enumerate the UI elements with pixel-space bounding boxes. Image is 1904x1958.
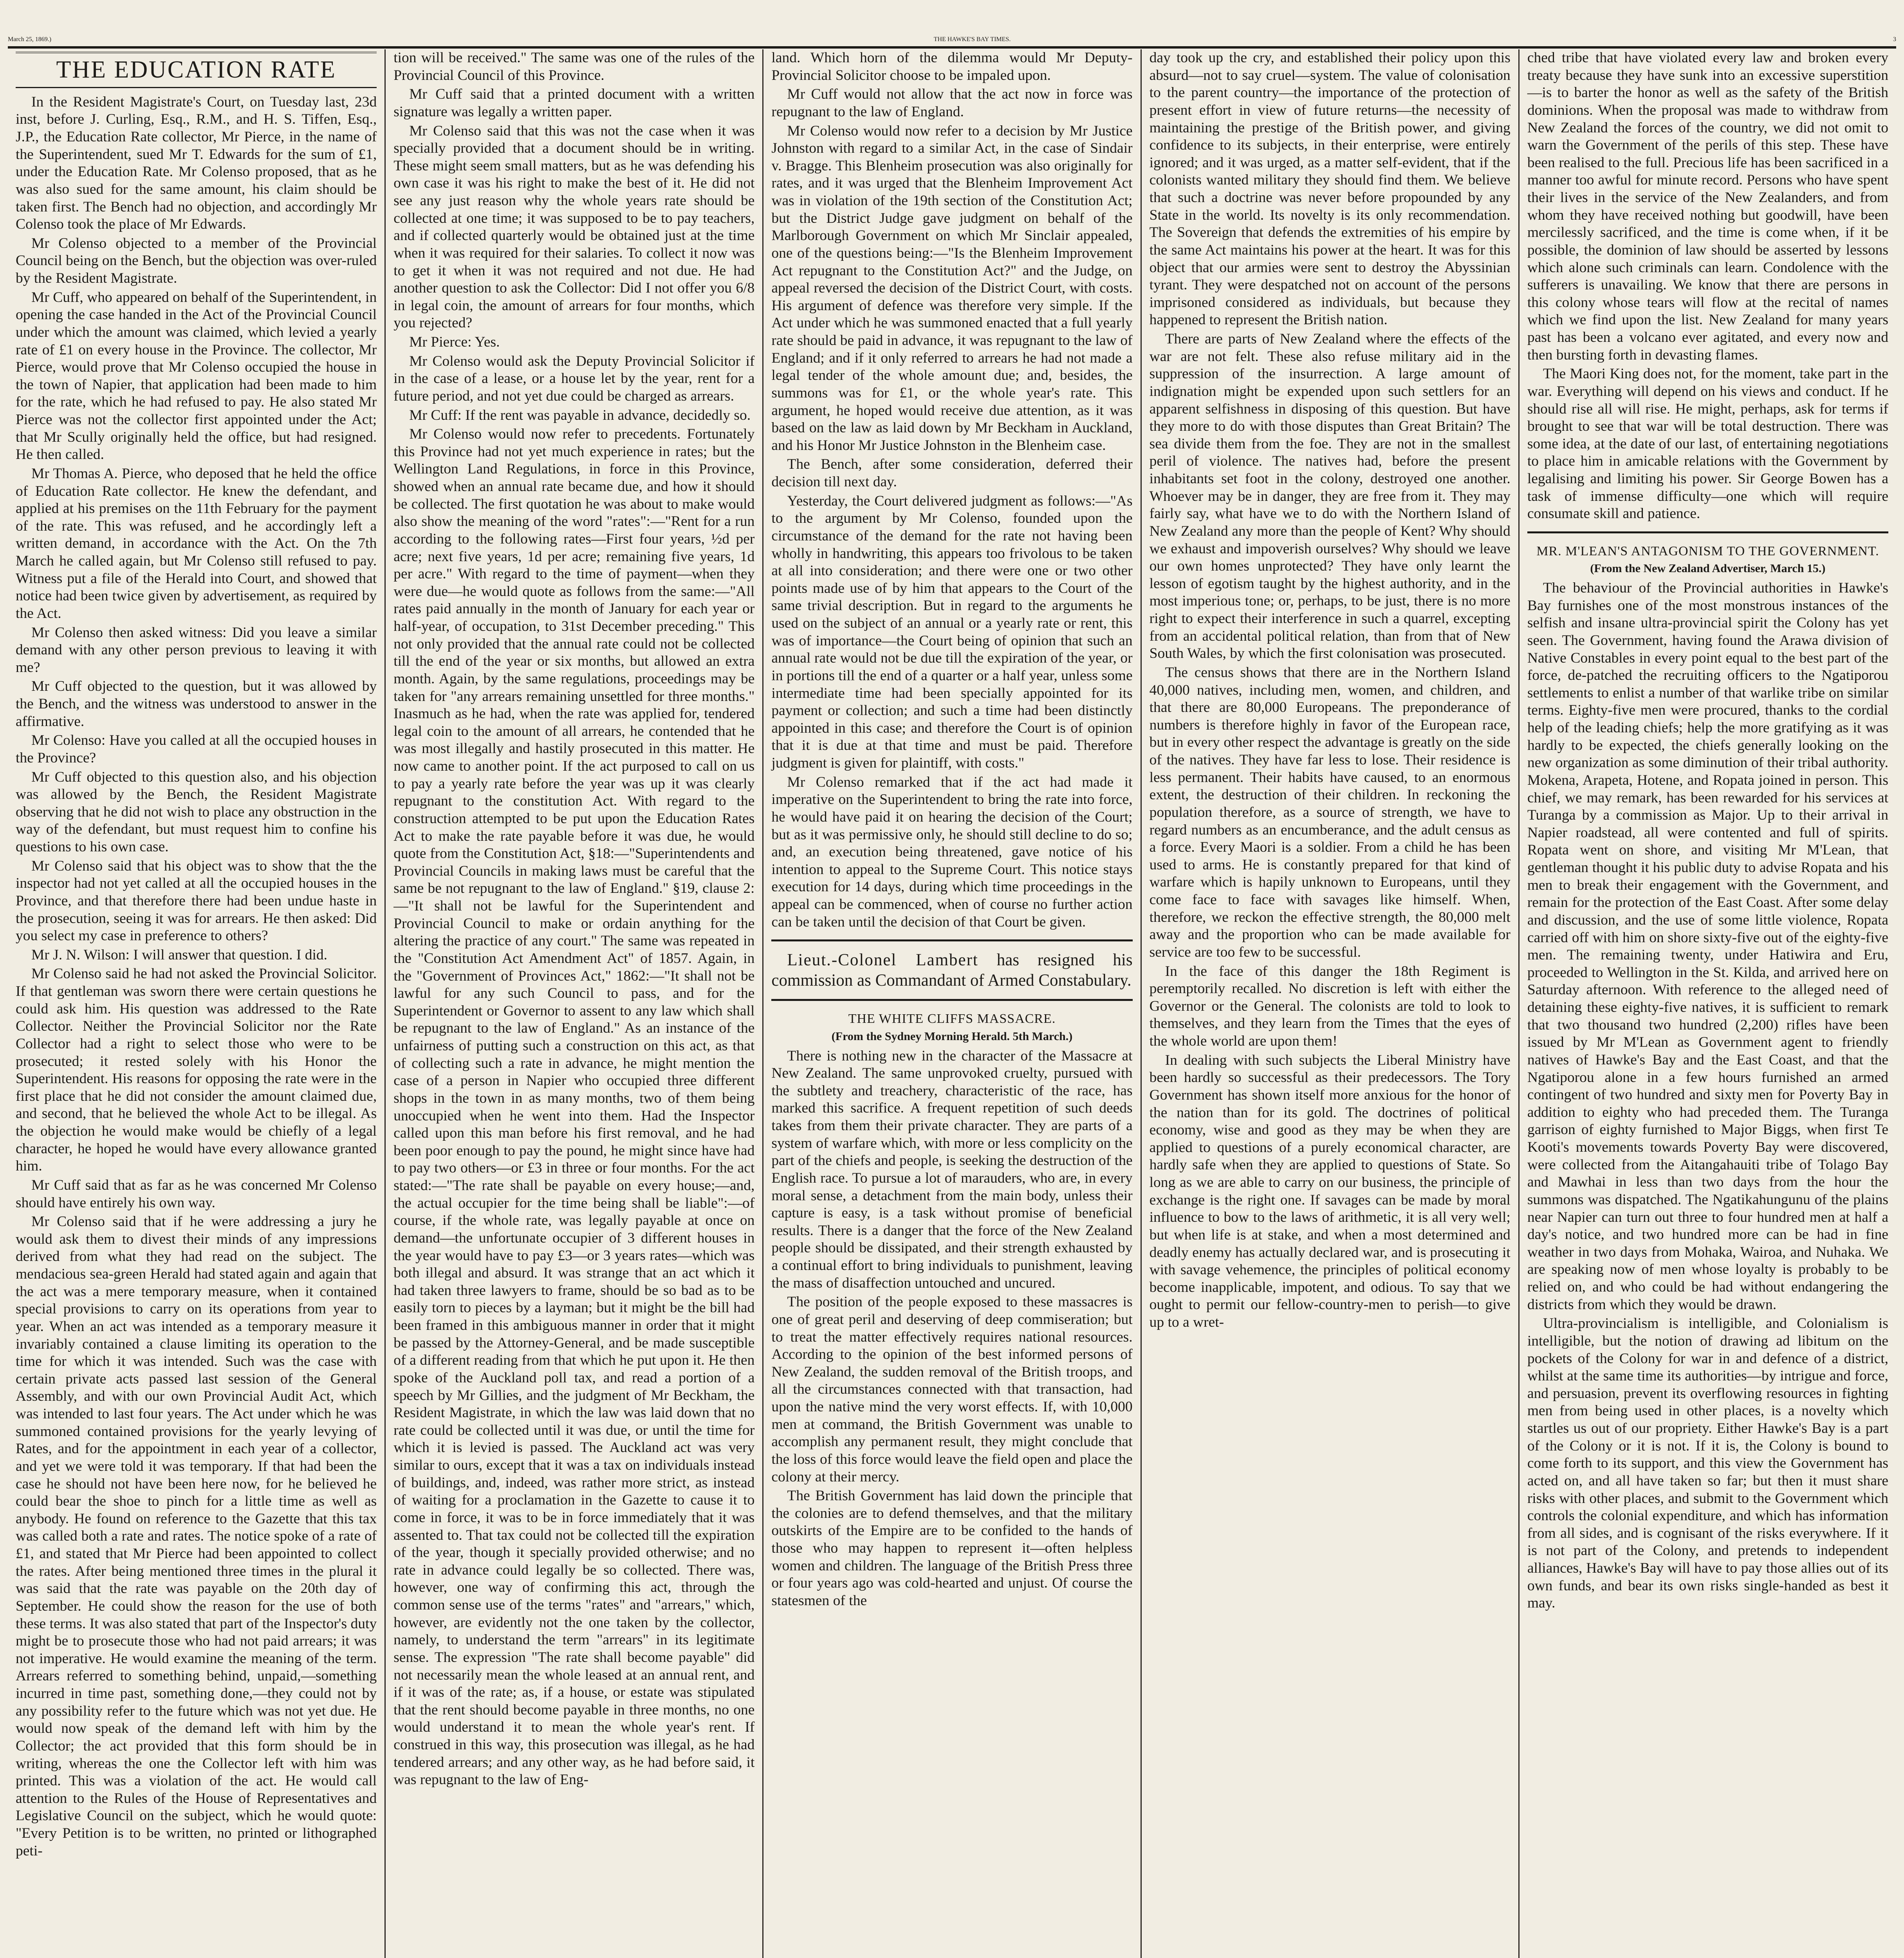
newspaper-title: THE HAWKE'S BAY TIMES. [933,36,1011,43]
paragraph: Mr Colenso: Have you called at all the occupied houses in the Province? [16,732,377,766]
paragraph: Mr Cuff, who appeared on behalf of the Superintendent, in opening the case handed in the Act of the Provincial Council under which the amount was claimed, which levied a yearly rate of £1 on every house in the Province. The collector, Mr Pierce, would prove that Mr Colenso occupied the house in the town of Napier, that application had been made to him for the rate, which he had refused to pay. He also stated Mr Pierce was not the collector first appointed under the Act; that Mr Scully originally held the office, but had resigned. He then called. [16,289,377,463]
paragraph: Mr Colenso said he had not asked the Provincial Solicitor. If that gentleman was sworn there were certain questions he could ask him. His question was addressed to the Rate Collector. Neither the Provincial Solicitor nor the Rate Collector had a right to select those who were to be prosecuted; it rested solely with his Honor the Superintendent. His reasons for opposing the rate were in the first place that he did not consider the amount claimed due, and second, that he believed the whole Act to be illegal. As the objection he would make would be chiefly of a legal character, he hoped he would have every allowance granted him. [16,966,377,1174]
white-cliffs-source: (From the Sydney Morning Herald. 5th March.) [831,1030,1073,1043]
paragraph: Mr Cuff said that as far as he was concerned Mr Colenso should have entirely his own way. [16,1177,377,1211]
paragraph: The position of the people exposed to these massacres is one of great peril and deserving of deep commiseration; but to treat the matter effectively requires national resources. According to the opinion of the best informed persons of New Zealand, the sudden removal of the British troops, and all the circumstances connected with that transaction, had upon the native mind the very worst effects. If, with 10,000 men at command, the British Government was unable to accomplish any permanent result, they might conclude that the loss of this force would leave the field open and place the colony at their mercy. [771,1294,1133,1485]
paragraph: The British Government has laid down the principle that the colonies are to defend themselves, and that the military outskirts of the Empire are to be confided to the hands of those who may happen to represent it—often helpless women and children. The language of the British Press three or four years ago was cold-hearted and unjust. Of course the statesmen of the [771,1488,1133,1609]
paragraph: Ultra-provincialism is intelligible, and Colonialism is intelligible, but the notion of drawing ad libitum on the pockets of the Colony for war in and defence of a district, whilst at the same time its authorities—by intrigue and force, and persuasion, prevent its overflowing resources in fighting men from being used in other places, is a novelty which startles us out of our propriety. Either Hawke's Bay is a part of the Colony or it is not. If it is, the Colony is bound to come forth to its support, and this view the Government has acted on, and all have taken so far; but then it must share risks with other places, and submit to the Government which controls the colonial expenditure, and which has information from all sides, and is cognisant of the risks everywhere. If it is not part of the Colony, and pretends to independent alliances, Hawke's Bay will have to pay those allies out of its own funds, and bear its own risks single-handed as best it may. [1527,1315,1889,1611]
section-divider [771,939,1132,941]
paragraph: In dealing with such subjects the Liberal Ministry have been hardly so successful as their predecessors. The Tory Government has shown itself more anxious for the honor of the nation than for its gold. The doctrines of political economy, wise and good as they may be when they are applied to questions of a purely economical character, are hardly safe when they are applied to questions of State. So long as we are able to carry on our business, the principle of exchange is the right one. If savages can be made by moral influence to bow to the laws of arithmetic, it is all very well; but when life is at stake, and when a most determined and deadly enemy has actually declared war, and is prosecuting it with savage vehemence, the principles of political economy become inapplicable, impotent, and odious. To say that we ought to permit our fellow-country-men to perish—to give up to a wret- [1149,1052,1511,1330]
section-divider [1527,531,1888,533]
paragraph: Mr Colenso would now refer to precedents. Fortunately this Province had not yet much experience in rates; but the Wellington Land Regulations, in force in this Province, showed when an annual rate became due, and how it should be collected. The first quotation he was about to make would also show the meaning of the word "rates":—"Rent for a run according to the following rates—First four years, ½d per acre; next five years, 1d per acre; remaining five years, 1d per acre." With regard to the time of payment—when they were due—he would quote as follows from the same:—"All rates paid annually in the month of January for each year or half-year, of occupation, to 31st December preceding." This not only provided that the annual rate could not be collected till the end of the year or six months, but allowed an extra month. Again, by the same regulations, proceedings may be taken for "any arrears remaining unsettled for three months." Inasmuch as he had, when the rate was applied for, tendered legal coin to the amount of all arrears, he contended that he was most illegally and hastily prosecuted in this matter. He now came to another point. If the act purposed to call on us to pay a yearly rate before the year was up it was clearly repugnant to the constitution Act. With regard to the construction attempted to be put upon the Education Rates Act to make the rate payable before it was due, he would quote from the Constitution Act, §18:—"Superintendents and Provincial Councils in making laws must be careful that the same be not repugnant to the law of England." §19, clause 2:—"It shall not be lawful for the Superintendent and Provincial Council to make or ordain anything for the altering the practice of any court." The same was repeated in the "Constitution Act Amendment Act" of 1857. Again, in the "Government of Provinces Act," 1862:—"It shall not be lawful for any such Council to pass, and for the Superintendent or Governor to assent to any law which shall be repugnant to the law of England." As an instance of the unfairness of putting such a construction on this act, as that of collecting such a rate in advance, he might mention the case of a person in Napier who occupied three different shops in the town in as many months, two of them being unoccupied when he went into them. Had the Inspector called upon this man before his first removal, and he had been poor enough to pay the pound, he might since have had to pay two others—or £3 in three or four months. For the act stated:—"The rate shall be payable on every house;—and, the actual occupier for the time being shall be liable":—of course, if the whole rate, was legally payable at once on demand—the unfortunate occupier of 3 different houses in the year would have to pay £3—or 3 years rates—which was both illegal and absurd. It was strange that an act which it had taken three lawyers to frame, should be so bad as to be easily torn to pieces by a layman; but it might be the bill had been framed in this ambiguous manner in order that it might be passed by the Attorney-General, and be made susceptible of a different reading from that which he put upon it. He then spoke of the Auckland poll tax, and read a portion of a speech by Mr Gillies, and the judgment of Mr Beckham, the Resident Magistrate, in which the law was laid down that no rate could be collected until it was due, or until the time for which it is levied is passed. The Auckland act was very similar to ours, except that it was a tax on individuals instead of buildings, and, indeed, was rather more strict, as instead of waiting for a proclamation in the Gazette to cause it to come in force, it was to be in force immediately that it was assented to. That tax could not be collected till the expiration of the year, though it specially provided otherwise; and no rate in advance could legally be so collected. There was, however, one way of confirming this act, through the common sense use of the terms "rates" and "arrears," which, however, are evidently not the one taken by the collector, namely, to understand the term "arrears" in its legitimate sense. The expression "The rate shall become payable" did not necessarily mean the whole leased at an annual rent, and if it was of the rate; as, if a house, or estate was stipulated that the rent should become payable in three months, no one would understand it to mean the whole year's rent. If construed in this way, this prosecution was illegal, as he had tendered arrears; and any other way, as he had before said, it was repugnant to the law of Eng- [393,426,755,1788]
section-divider [771,999,1132,1001]
column-3 [763,49,1141,1958]
notice-text: has resigned his commission as Commandant of Armed Constabulary. [771,951,1133,990]
issue-date: March 25, 1869.) [8,36,52,43]
paragraph: Mr Colenso said that this was not the case when it was specially provided that a document should be in writing. These might seem small matters, but as he was defending his own case it was his right to make the best of it. He did not see any just reason why the whole years rate should be collected at one time; it was supposed to be to pay teachers, and if collected quarterly would be obtained just at the time when it was required for their salaries. To collect it now was to get it when it was not required and not due. He had another question to ask the Collector: Did I not offer you 6/8 in legal coin, the amount of arrears for four months, which you rejected? [393,123,755,331]
paragraph: Mr Cuff said that a printed document with a written signature was legally a written paper. [393,86,755,120]
paragraph: The Bench, after some consideration, deferred their decision till next day. [771,456,1133,490]
paragraph: In the Resident Magistrate's Court, on Tuesday last, 23d inst, before J. Curling, Esq., R.M., and H. S. Tiffen, Esq., J.P., the Education Rate collector, Mr Pierce, in the name of the Superintendent, sued Mr T. Edwards for the sum of £1, under the Education Rate. Mr Colenso proposed, that as he was also sued for the same amount, his claim should be taken first. The Bench had no objection, and accordingly Mr Colenso took the place of Mr Edwards. [16,94,377,233]
column-5 [1520,49,1896,1958]
paragraph: Yesterday, the Court delivered judgment as follows:—"As to the argument by Mr Colenso, founded upon the circumstance of the demand for the rate not having been wholly in handwriting, this appears too frivolous to be taken at all into consideration; and there were one or two other points made use of by him that appears to the Court of the same trivial description. But in regard to the arguments he used on the subject of an annual or a yearly rate or rent, this was of importance—the Court being of opinion that such an annual rate would not be due till the expiration of the year, or in portions till the end of a quarter or a half year, unless some intermediate time had been specially appointed for its payment or collection; and such a time had been distinctly appointed in this case; and therefore the Court is of opinion that it is due at that time and must be paid. Therefore judgment is given for plaintiff, with costs." [771,493,1133,771]
paragraph: Mr Colenso remarked that if the act had made it imperative on the Superintendent to bring the rate into force, he would have paid it on hearing the decision of the Court; but as it was permissive only, he should still decline to do so; and, an execution being threatened, gave notice of his intention to appeal to the Supreme Court. This notice stays execution for 14 days, during which time proceedings in the appeal can be commenced, when of course no further action can be taken until the decision of that Court be given. [771,774,1133,930]
paragraph: Mr Thomas A. Pierce, who deposed that he held the office of Education Rate collector. He knew the defendant, and applied at his premises on the 11th February for the payment of the rate. This was refused, and he accordingly left a written demand, in accordance with the Act. On the 7th March he called again, but Mr Colenso still refused to pay. Witness put a file of the Herald into Court, and showed that notice had been twice given by advertisement, as required by the Act. [16,465,377,621]
lambert-notice [771,950,1132,990]
paragraph: Mr Colenso would ask the Deputy Provincial Solicitor if in the case of a lease, or a house let by the year, rent for a future period, and not yet due could be charged as arrears. [393,353,755,404]
paragraph: tion will be received." The same was one of the rules of the Provincial Council of this Province. [393,50,755,83]
page-number: 3 [1893,36,1896,43]
mclean-antagonism-headline: MR. M'LEAN'S ANTAGONISM TO THE GOVERNMENT. [1536,544,1879,558]
masthead [8,0,1896,49]
education-rate-body [16,94,377,1860]
paragraph: There is nothing new in the character of the Massacre at New Zealand. The same unprovoked cruelty, pursued with the subtlety and treachery, characteristic of the race, has marked this sacrifice. A frequent repetition of such deeds takes from them their private character. They are parts of a system of warfare which, with more or less complicity on the part of the chiefs and people, is seeking the destruction of the English race. To pursue a lot of marauders, who are, in every moral sense, a detachment from the main body, unless their capture is easy, is a task without promise of beneficial results. There is a danger that the force of the New Zealand people should be dissipated, and their strength exhausted by a continual effort to bring individuals to punishment, leaving the mass of disaffection untouched and uncured. [771,1048,1133,1291]
paragraph: day took up the cry, and established their policy upon this absurd—not to say cruel—system. The value of colonisation to the parent country—the importance of the protection of present effort in view of future returns—the necessity of maintaining the prestige of the British power, and giving confidence to its subjects, in their enterprise, were entirely ignored; and it was urged, as a matter self-evident, that if the colonists wanted military they should find them. We believe that such a doctrine was never before propounded by any State in the world. Its novelty is its only recommendation. The Sovereign that defends the extremities of his empire by the same Act maintains his power at the heart. It was for this object that our armies were sent to destroy the Abyssinian tyrant. They were despatched not on account of the persons imprisoned considered as individuals, but because they happened to represent the British nation. [1149,50,1511,328]
white-cliffs-headline: THE WHITE CLIFFS MASSACRE. [848,1012,1056,1026]
paragraph: The Maori King does not, for the moment, take part in the war. Everything will depend on his views and conduct. If he should rise all will rise. He might, perhaps, ask for terms if brought to see that war will be total destruction. There was some idea, at the date of our last, of entertaining negotiations to place him in amicable relations with the Government by legalising and limiting his power. Sir George Bowen has a task of immense difficulty—one which will require consumate skill and patience. [1527,366,1889,522]
notice-name: Lieut.-Colonel Lambert [787,951,978,970]
paragraph: The census shows that there are in the Northern Island 40,000 natives, including men, women, and children, and that there are 80,000 Europeans. The preponderance of numbers is therefore highly in favor of the European race, but in every other respect the advantage is greatly on the side of the natives. They have far less to lose. Their residence is less permanent. Their habits have caused, to an enormous extent, the destruction of their children. In reckoning the population therefore, as a source of strength, we have to regard numbers as an encumberance, and the adult census as a force. Every Maori is a soldier. From a child he has been used to arms. He is constantly prepared for that kind of warfare which is hapily unknown to Europeans, until they come face to face with savages like himself. When, therefore, we reckon the effective strength, the 80,000 melt away and the proportion who can be made available for service are too few to be successful. [1149,664,1511,960]
paragraph: There are parts of New Zealand where the effects of the war are not felt. These also refuse military aid in the suppression of the insurrection. A large amount of indignation might be expended upon such settlers for an apparent selfishness in disposing of this question. But have they more to do with those disputes than Great Britain? The sea divide them from the foe. They are not in the smallest peril of violence. The natives had, before the present inhabitants set foot in the colony, destroyed one another. Whoever may be in danger, they are free from it. They may fairly say, what have we to do with the Northern Island of New Zealand any more than the people of Kent? Why should we exhaust and impoverish ourselves? Why should we leave our own homes unprotected? They have only learnt the lesson of egotism taught by the highest authority, and in the most imperious tone; or, perhaps, to be just, there is no more right to expect their interference in such a quarrel, excepting from an accidental political relation, than from that of New South Wales, by which the first colonisation was prosecuted. [1149,331,1511,662]
paragraph: Mr Colenso said that his object was to show that the the inspector had not yet called at all the occupied houses in the Province, and that therefore there had been undue haste in the prosecution, seeing it was for arrears. He then asked: Did you select my case in preference to others? [16,858,377,944]
paragraph: In the face of this danger the 18th Regiment is peremptorily recalled. No discretion is left with either the Governor or the General. The colonists are told to look to themselves, and they learn from the Times that the eyes of the whole world are upon them! [1149,963,1511,1049]
paragraph: Mr Cuff objected to this question also, and his objection was allowed by the Bench, the Resident Magistrate observing that he did not wish to place any obstruction in the way of the defendant, but must request him to confine his questions to his own case. [16,769,377,855]
column-2 [386,49,763,1958]
article-columns [8,49,1896,1958]
paragraph: Mr Pierce: Yes. [409,334,500,350]
paragraph: Mr Cuff: If the rent was payable in advance, decidedly so. [409,407,751,423]
column-1 [8,49,386,1958]
paragraph: Mr Colenso then asked witness: Did you leave a similar demand with any other person previous to leaving it with me? [16,624,377,676]
paragraph: Mr J. N. Wilson: I will answer that question. I did. [31,946,328,963]
column-4 [1142,49,1520,1958]
paragraph: Mr Colenso objected to a member of the Provincial Council being on the Bench, but the objection was over-ruled by the Resident Magistrate. [16,235,377,287]
paragraph: Mr Cuff would not allow that the act now in force was repugnant to the law of England. [771,86,1133,120]
paragraph: ched tribe that have violated every law and broken every treaty because they have sunk into an excessive superstition—is to barter the honor as well as the safety of the British dominions. When the proposal was made to withdraw from New Zealand the forces of the country, we did not omit to warn the Government of the perils of this step. These have been realised to the full. Precious life has been sacrificed in a manner too awful for minute record. Persons who have spent their lives in the service of the New Zealanders, and from whom they have received nothing but goodwill, have been mercilessly sacrificed, and the time is come when, if it be possible, the dominion of law should be asserted by lessons which alone such criminals can learn. Condolence with the sufferers is unavailing. We know that there are persons in this colony whose tears will flow at the recital of names which we find upon the list. New Zealand for many years past has been a volcano ever agitated, and every now and then bursting forth in devasting flames. [1527,50,1889,363]
paragraph: Mr Cuff objected to the question, but it was allowed by the Bench, and the witness was understood to answer in the affirmative. [16,678,377,730]
paragraph: The behaviour of the Provincial authorities in Hawke's Bay furnishes one of the most monstrous instances of the selfish and insane ultra-provincial spirit the Colony has yet seen. The Government, having found the Arawa division of Native Constables in every point equal to the best part of the force, de-patched the recruiting officers to the Ngatiporou settlements to enlist a number of that warlike tribe on similar terms. Eighty-five men were procured, thanks to the cordial help of the leading chiefs; help the more gratifying as it was hardly to be expected, the chiefs generally looking on the new organization as some diminution of their tribal authority. Mokena, Arapeta, Hotene, and Ropata joined in person. This chief, we may remark, has been rewarded for his services at Turanga by a commission as Major. Up to their arrival in Napier roadstead, all were contented and full of spirits. Ropata went on shore, and visiting Mr M'Lean, that gentleman thought it his public duty to advise Ropata and his men to break their engagement with the Government, and remain for the protection of the East Coast. After some delay and discussion, and the use of some little violence, Ropata carried off with him on shore sixty-five out of the eighty-five men. The remaining twenty, under Hatiwira and Eru, proceeded to Wellington in the St. Kilda, and arrived here on Saturday afternoon. With reference to the alleged need of detaining these eighty-five natives, it is sufficient to remark that two thousand two hundred (2,200) rifles have been issued by Mr M'Lean as Government agent to friendly natives of Hawke's Bay and the East Coast, and that the Ngatiporou alone in a few hours furnished an armed contingent of two hundred and sixty men for Poverty Bay in addition to eighty who had preceded them. The Turanga garrison of eighty furnished to Major Biggs, when first Te Kooti's movements towards Poverty Bay were discovered, were collected from the Aitangahauiti tribe of Tolago Bay and Mawhai in less than two days from the hour the summons was dispatched. The Ngatikahungunu of the plains near Napier can turn out three to four hundred men at half a day's notice, and two hundred more can be had in fine weather in two days from Mohaka, Wairoa, and Nuhaka. We are speaking now of men whose loyalty is probably to be relied on, and who could be had without endangering the districts from which they would be drawn. [1527,580,1889,1313]
paragraph: Mr Colenso said that if he were addressing a jury he would ask them to divest their minds of any impressions derived from what they had read on the subject. The mendacious sea-green Herald had stated again and again that the act was a mere temporary measure, when it contained special provisions to carry on its operations from year to year. When an act was intended as a temporary measure it invariably contained a clause limiting its operation to the time for which it was intended. Such was the case with certain private acts passed last session of the General Assembly, and with our own Provincial Audit Act, which was intended to last four years. The Act under which he was summoned contained provisions for the yearly levying of Rates, and for the appointment in each year of a collector, and yet we were told it was temporary. If that had been the case he should not have been here now, for he believed he could bear the shoe to pinch for a little time as well as anybody. He found on reference to the Gazette that this tax was called both a rate and rates. The notice spoke of a rate of £1, and stated that Mr Pierce had been appointed to collect the rates. After being mentioned three times in the plural it was said that the rate was payable on the 20th day of September. He could show the reason for the use of both these terms. It was also stated that part of the Inspector's duty might be to prosecute those who had not paid arrears; it was not imperative. He would examine the meaning of the term. Arrears referred to something behind, unpaid,—something incurred in time past, something done,—they could not by any possibility refer to the future which was not yet due. He would now speak of the demand left with him by the Collector; the act provided that this form should be in writing, whereas the one the Collector left with him was printed. This was a violation of the act. He would call attention to the Rules of the House of Representatives and Legislative Council on the subject, which he would quote: "Every Petition is to be written, no printed or lithographed peti- [16,1214,377,1859]
paragraph: Mr Colenso would now refer to a decision by Mr Justice Johnston with regard to a similar Act, in the case of Sindair v. Bragge. This Blenheim prosecution was also originally for rates, and it was urged that the Blenheim Improvement Act was in violation of the 19th section of the Constitution Act; but the District Judge gave judgment on behalf of the Marlborough Government on which Mr Sinclair appealed, one of the questions being:—"Is the Blenheim Improvement Act repugnant to the Constitution Act?" and the Judge, on appeal reversed the decision of the District Court, with costs. His argument of defence was therefore very simple. If the Act under which he was summoned enacted that a full yearly rate should be paid in advance, it was repugnant to the law of England; and if it only referred to arrears he had not made a legal tender of the whole amount due; and, besides, the summons was for £1, or the whole year's rate. This argument, he hoped would receive due attention, as it was based on the law as laid down by Mr Beckham in Auckland, and his Honor Mr Justice Johnston in the Blenheim case. [771,123,1133,453]
education-rate-headline: THE EDUCATION RATE [16,52,377,88]
mclean-antagonism-source: (From the New Zealand Advertiser, March 15.) [1590,562,1826,575]
paragraph: land. Which horn of the dilemma would Mr Deputy-Provincial Solicitor choose to be impaled upon. [771,50,1133,83]
